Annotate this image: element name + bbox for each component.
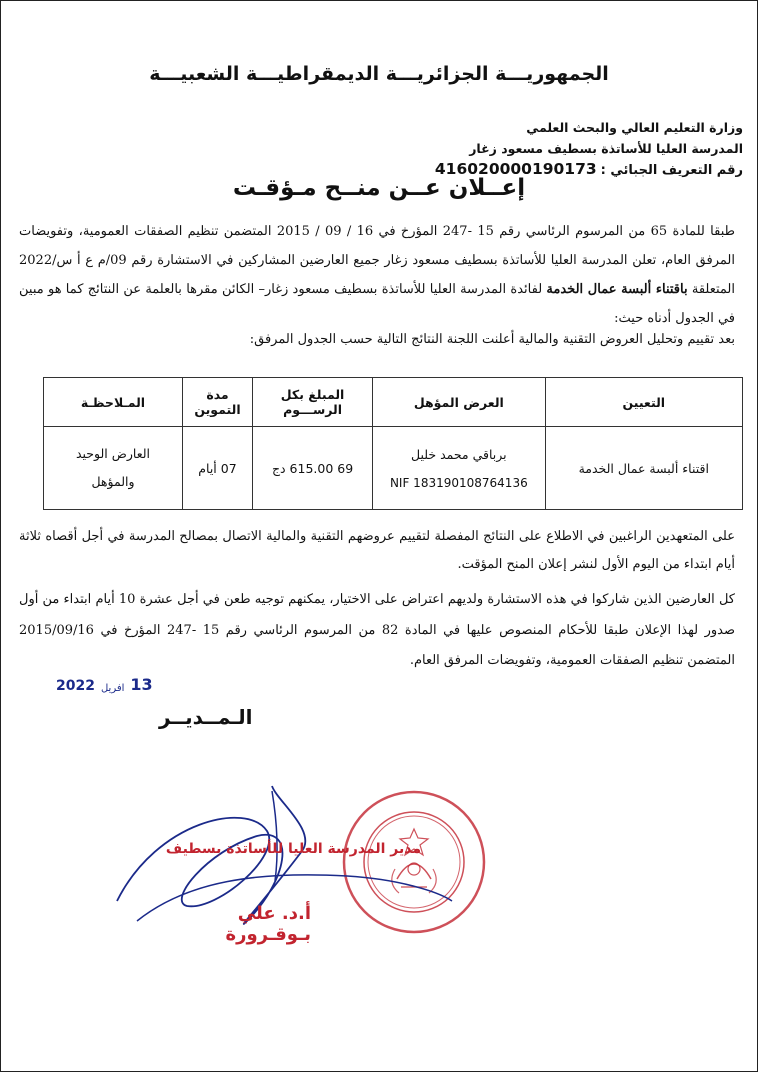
intro-subject: باقتناء ألبسة عمال الخدمة <box>546 282 688 297</box>
intro-paragraph <box>19 217 735 333</box>
appeal-paragraph: كل العارضين الذين شاركوا في هذه الاستشارة ولديهم اعتراض على الاختيار، يمكنهم توجيه طعن في أجل عشرة 10 أيام ابتداء من أول صدور لهذا الإعلان طبقا للأحكام المنصوص عليها في المادة 82 من المرسوم الرئاسي رقم 15 -247 المؤرخ في 2015/09/16 المتضمن تنظيم الصفقات العمومية، وتفويضات المرفق العام. <box>19 592 736 668</box>
school-name: المدرسة العليا للأساتذة بسطيف مسعود زغار <box>469 141 743 156</box>
table-row <box>44 427 743 510</box>
header-duration: مدة التموين <box>182 378 252 427</box>
intro-part2: لفائدة المدرسة العليا للأساتذة بسطيف مسعود زغار– الكائن مقرها بالعلمة عن النتائج كما هو مبين في الجدول أدناه حيث: <box>19 282 735 326</box>
evaluation-paragraph: بعد تقييم وتحليل العروض التقنية والمالية أعلنت اللجنة النتائج التالية حسب الجدول المرفق: <box>249 332 735 347</box>
note-line-1: العارض الوحيد <box>75 446 151 461</box>
cell-item: اقتناء ألبسة عمال الخدمة <box>545 427 742 510</box>
header-offer: العرض المؤهل <box>373 378 545 427</box>
offer-nif: NIF 183190108764136 <box>389 475 528 490</box>
handwritten-date <box>56 675 153 694</box>
header-item: التعيين <box>545 378 742 427</box>
cell-note <box>44 427 183 510</box>
offer-name: برباقي محمد خليل <box>411 446 507 462</box>
table-header-row <box>44 378 743 427</box>
tax-id-label: رقم التعريف الجبائي : <box>600 163 743 178</box>
cell-duration: 07 أيام <box>182 427 252 510</box>
results-table <box>43 377 743 510</box>
notice-paragraph: على المتعهدين الراغبين في الاطلاع على النتائج المفصلة لتقييم عروضهم التقنية والمالية الاتصال بمصالح المدرسة في أجل أقصاه ثلاثة أيام ابتداء من اليوم الأول لنشر إعلان المنح المؤقت. <box>19 529 735 572</box>
cell-amount: 69 615.00 دج <box>252 427 372 510</box>
date-month: افريل <box>100 683 125 694</box>
header-amount: المبلغ بكل الرســـوم <box>252 378 372 427</box>
document-title: إعــلان عــن منــح مـؤقـت <box>232 175 526 201</box>
country-header: الجمهوريـــة الجزائريـــة الديمقراطيـــة الشعبيـــة <box>149 63 609 85</box>
date-day: 13 <box>130 675 153 694</box>
director-label: الـمــديــر <box>159 705 253 729</box>
stamp-school-text: مدير المدرسة العليا للأساتذة بسطيف <box>165 841 421 857</box>
note-line-2: والمؤهل <box>91 474 135 489</box>
cell-offer <box>373 427 545 510</box>
ministry-name: وزارة التعليم العالي والبحث العلمي <box>526 120 743 135</box>
date-year: 2022 <box>56 678 95 694</box>
intro-part1: طبقا للمادة 65 من المرسوم الرئاسي رقم 15 -247 المؤرخ في 16 / 09 / 2015 المتضمن تنظيم الصفقات العمومية، وتفويضات المرفق العام، تعلن المدرسة العليا للأساتذة بسطيف مسعود زغار جميع العارضين المشاركين في الاستشارة رقم 09/م ع أ س/2022 المتعلقة <box>19 224 735 297</box>
institution-block <box>223 117 743 181</box>
tax-id-number: 416020000190173 <box>434 160 597 178</box>
stamp-director-name: أ.د. علي بـوقـرورة <box>225 903 311 945</box>
header-note: المـلاحظـة <box>44 378 183 427</box>
